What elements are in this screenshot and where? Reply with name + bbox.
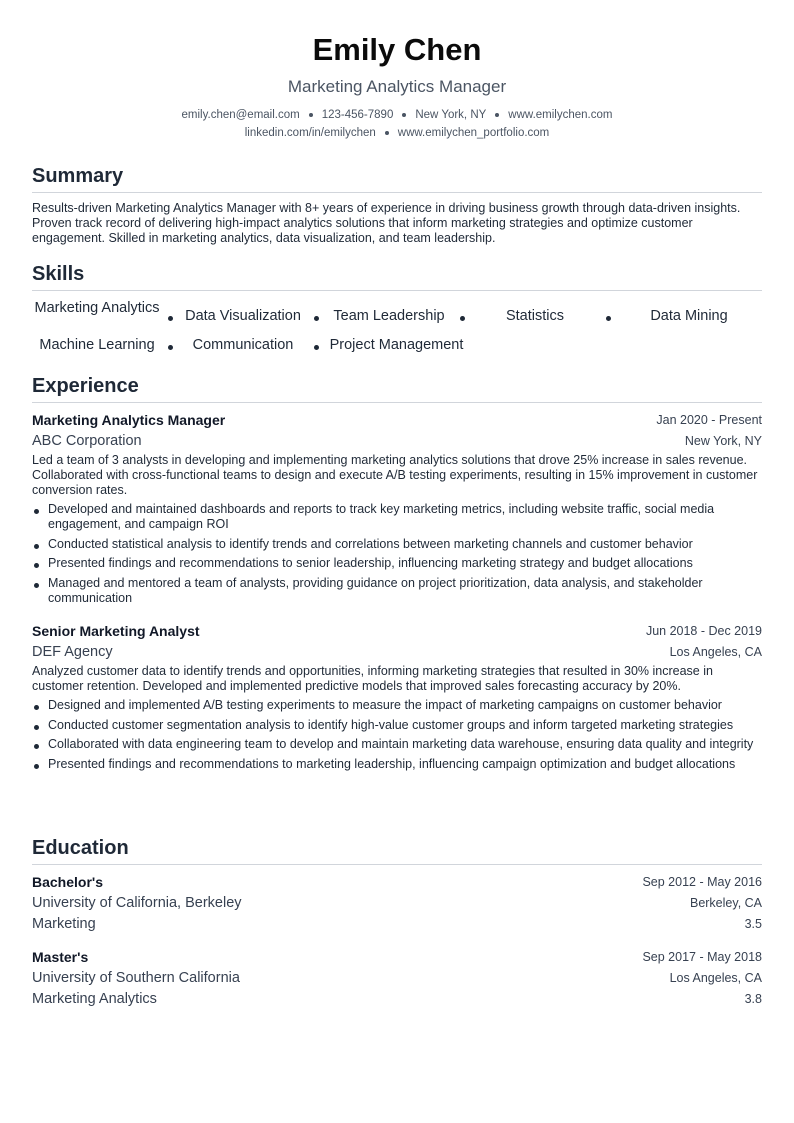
job-company: DEF Agency <box>32 644 113 660</box>
separator-dot <box>495 113 499 117</box>
experience-heading: Experience <box>32 373 762 403</box>
separator-dot <box>309 113 313 117</box>
skills-heading: Skills <box>32 261 762 291</box>
job-bullet-text: Designed and implemented A/B testing experiments to measure the impact of marketing campaigns on customer behavior <box>48 698 722 712</box>
job-location: New York, NY <box>684 434 762 448</box>
job-bullet-text: Presented findings and recommendations to marketing leadership, influencing campaign optimization and budget allocations <box>48 756 736 771</box>
skill-item: Marketing Analytics <box>34 300 160 316</box>
edu-gpa: 3.5 <box>744 917 762 931</box>
skill-separator-dot <box>168 316 173 321</box>
edu-dates: Sep 2017 - May 2018 <box>642 950 762 964</box>
contact-linkedin[interactable]: linkedin.com/in/emilychen <box>244 127 376 139</box>
separator-dot <box>385 131 389 135</box>
skill-separator-dot <box>460 316 465 321</box>
job-bullet-item <box>32 698 762 713</box>
job-bullet-text: Collaborated with data engineering team to develop and maintain marketing data warehouse, ensuring data quality and integrity <box>48 737 754 751</box>
bullet-dot <box>34 705 39 710</box>
skill-separator-dot <box>606 316 611 321</box>
job-bullet-item <box>32 576 762 606</box>
job-bullet-item <box>32 718 762 733</box>
summary-heading: Summary <box>32 163 762 193</box>
bullet-dot <box>34 544 39 549</box>
edu-dates: Sep 2012 - May 2016 <box>642 875 762 889</box>
job-company: ABC Corporation <box>32 433 142 449</box>
contact-website[interactable]: www.emilychen.com <box>508 109 613 121</box>
contact-phone[interactable]: 123-456-7890 <box>321 109 394 121</box>
edu-field: Marketing <box>32 916 96 932</box>
contact-line-2 <box>32 125 762 141</box>
job-bullet-item <box>32 737 762 752</box>
candidate-name: Emily Chen <box>312 32 482 67</box>
job-bullet-item <box>32 757 762 772</box>
edu-field: Marketing Analytics <box>32 991 157 1007</box>
job-bullet-text: Conducted statistical analysis to identify trends and correlations between marketing channels and customer behavior <box>48 536 693 551</box>
edu-school: University of California, Berkeley <box>32 895 242 911</box>
contact-line-1 <box>32 107 762 123</box>
job-bullets <box>32 698 762 776</box>
skill-item: Data Mining <box>650 308 728 324</box>
skill-item: Communication <box>192 337 294 353</box>
job-bullet-text: Developed and maintained dashboards and reports to track key marketing metrics, including website traffic, social media engagement, and campaign ROI <box>48 502 715 531</box>
job-bullet-item <box>32 502 762 532</box>
summary-text: Results-driven Marketing Analytics Manager with 8+ years of experience in driving business growth through data-driven insights. Proven track record of delivering high-impact analytics solutions that inform marketing strategies and optimize customer engagement. Skilled in marketing analytics, data visualization, and team leadership. <box>32 201 741 245</box>
skill-item: Project Management <box>329 337 464 353</box>
edu-degree: Master's <box>32 949 89 965</box>
job-bullet-text: Conducted customer segmentation analysis to identify high-value customer groups and inform targeted marketing strategies <box>48 717 734 732</box>
job-bullets <box>32 502 762 610</box>
edu-degree: Bachelor's <box>32 874 104 890</box>
candidate-role: Marketing Analytics Manager <box>287 77 507 96</box>
bullet-dot <box>34 509 39 514</box>
skill-separator-dot <box>314 345 319 350</box>
edu-gpa: 3.8 <box>744 992 762 1006</box>
job-bullet-item <box>32 537 762 552</box>
skill-separator-dot <box>168 345 173 350</box>
edu-school: University of Southern California <box>32 970 240 986</box>
skill-separator-dot <box>314 316 319 321</box>
job-title: Senior Marketing Analyst <box>32 623 200 639</box>
skill-item: Machine Learning <box>39 337 155 353</box>
separator-dot <box>402 113 406 117</box>
job-bullet-text: Managed and mentored a team of analysts, providing guidance on project prioritization, data analysis, and stakeholder communication <box>48 575 703 605</box>
skill-item: Team Leadership <box>333 308 445 324</box>
job-bullet-item <box>32 556 762 571</box>
bullet-dot <box>34 725 39 730</box>
contact-location: New York, NY <box>415 109 487 121</box>
bullet-dot <box>34 764 39 769</box>
education-heading: Education <box>32 835 762 865</box>
job-title: Marketing Analytics Manager <box>32 412 226 428</box>
bullet-dot <box>34 563 39 568</box>
bullet-dot <box>34 744 39 749</box>
job-description: Led a team of 3 analysts in developing and implementing marketing analytics solutions that drove 25% increase in sales revenue. Collaborated with cross-functional teams to design and execute A/B testing experiments, resulting in 15% improvement in customer conversion rates. <box>32 453 758 497</box>
job-description: Analyzed customer data to identify trends and opportunities, informing marketing strategies that resulted in 30% increase in customer retention. Developed and implemented predictive models that improved sales forecasting accuracy by 20%. <box>32 664 713 693</box>
bullet-dot <box>34 583 39 588</box>
contact-email[interactable]: emily.chen@email.com <box>181 109 300 121</box>
skill-item: Data Visualization <box>185 308 301 324</box>
edu-location: Berkeley, CA <box>689 896 762 910</box>
contact-portfolio[interactable]: www.emilychen_portfolio.com <box>397 127 550 139</box>
skill-item: Statistics <box>505 308 564 324</box>
job-dates: Jun 2018 - Dec 2019 <box>645 624 762 638</box>
job-location: Los Angeles, CA <box>669 645 762 659</box>
job-dates: Jan 2020 - Present <box>656 413 762 427</box>
job-bullet-text: Presented findings and recommendations to senior leadership, influencing marketing strategy and budget allocations <box>48 556 693 570</box>
edu-location: Los Angeles, CA <box>669 971 762 985</box>
